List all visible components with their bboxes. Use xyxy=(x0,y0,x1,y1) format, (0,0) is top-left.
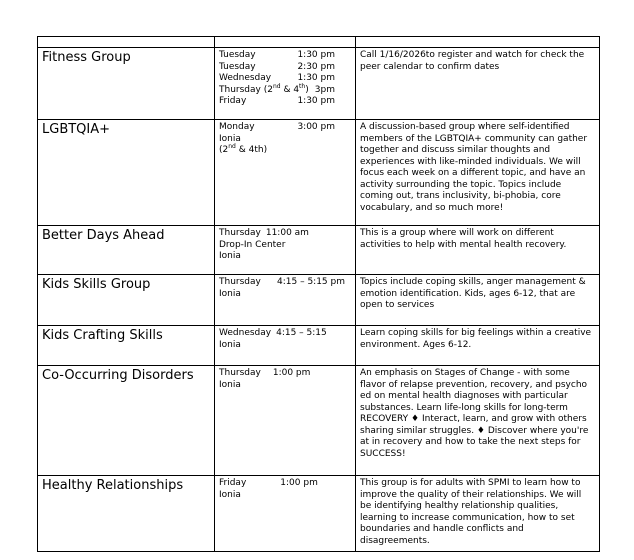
group-name: Kids Skills Group xyxy=(38,275,215,326)
group-schedule: Friday 1:00 pm Ionia xyxy=(215,476,356,552)
group-row-better-days xyxy=(38,226,600,275)
group-schedule: Wednesday 4:15 – 5:15 Ionia xyxy=(215,326,356,366)
group-description: Learn coping skills for big feelings within a creative environment. Ages 6-12. xyxy=(356,326,600,366)
group-description: An emphasis on Stages of Change - with some flavor of relapse prevention, recovery, and psycho ed on mental health diagnoses with particular substances. Learn life-long skills for long-term RECOVERY ♦ Interact, learn, and grow with others sharing similar struggles. ♦ Discover where you're at in recovery and how to take the next steps for SUCCESS! xyxy=(356,366,600,476)
groups-schedule-table xyxy=(37,36,600,552)
group-description: This is a group where will work on different activities to help with mental health recovery. xyxy=(356,226,600,275)
header-cell-group xyxy=(38,37,215,48)
group-name: Kids Crafting Skills xyxy=(38,326,215,366)
table-header-row xyxy=(38,37,600,48)
group-name: Better Days Ahead xyxy=(38,226,215,275)
header-cell-schedule xyxy=(215,37,356,48)
group-description: A discussion-based group where self-identified members of the LGBTQIA+ community can gather together and discuss similar thoughts and experiences with like-minded individuals. We will focus each week on a different topic, and have an activity surrounding the topic. Topics include coming out, trans inclusivity, bi-phobia, core vocabulary, and so much more! xyxy=(356,120,600,226)
group-name: Co-Occurring Disorders xyxy=(38,366,215,476)
group-schedule: Tuesday 1:30 pm Tuesday 2:30 pm Wednesday 1:30 pm Thursday (2nd & 4th) 3pm Friday 1:30 pm xyxy=(215,48,356,120)
group-name: Healthy Relationships xyxy=(38,476,215,552)
group-name: Fitness Group xyxy=(38,48,215,120)
group-schedule: Thursday 11:00 am Drop-In Center Ionia xyxy=(215,226,356,275)
group-schedule: Thursday 1:00 pm Ionia xyxy=(215,366,356,476)
group-name: LGBTQIA+ xyxy=(38,120,215,226)
group-row-lgbtqia xyxy=(38,120,600,226)
group-schedule: Thursday 4:15 – 5:15 pm Ionia xyxy=(215,275,356,326)
group-row-kids-skills xyxy=(38,275,600,326)
group-schedule: Monday 3:00 pm Ionia (2nd & 4th) xyxy=(215,120,356,226)
group-description: Topics include coping skills, anger management & emotion identification. Kids, ages 6-12, that are open to services xyxy=(356,275,600,326)
header-cell-description xyxy=(356,37,600,48)
group-description: Call 1/16/2026to register and watch for check the peer calendar to confirm dates xyxy=(356,48,600,120)
group-row-co-occurring xyxy=(38,366,600,476)
group-row-kids-crafting xyxy=(38,326,600,366)
group-row-fitness xyxy=(38,48,600,120)
group-row-healthy-relationships xyxy=(38,476,600,552)
group-description: This group is for adults with SPMI to learn how to improve the quality of their relationships. We will be identifying healthy relationship qualities, learning to increase communication, how to set boundaries and handle conflicts and disagreements. xyxy=(356,476,600,552)
